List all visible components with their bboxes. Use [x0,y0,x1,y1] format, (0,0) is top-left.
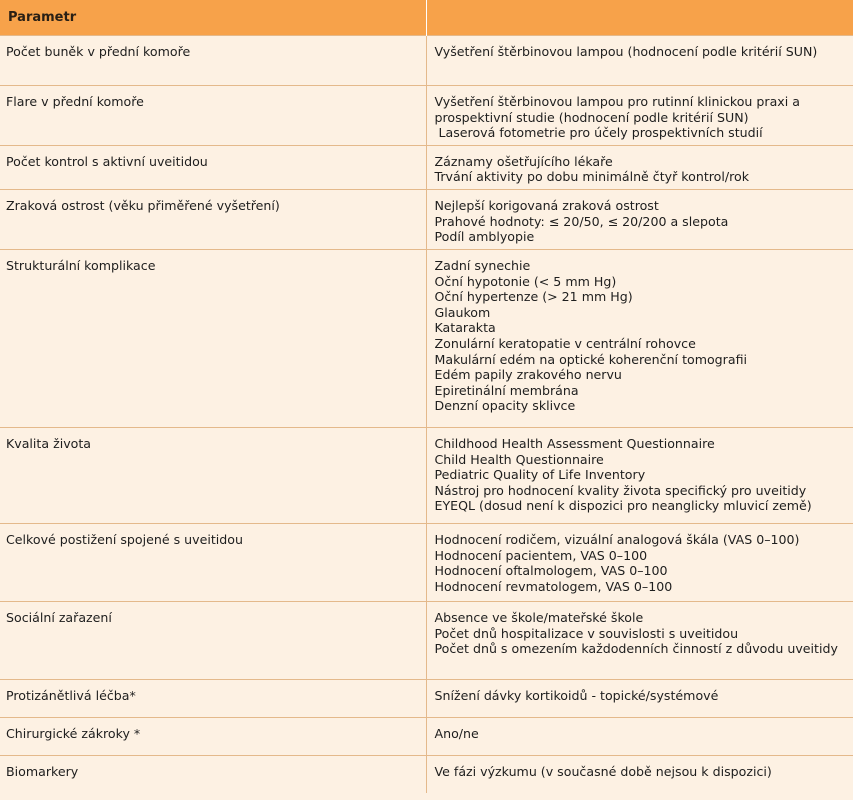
method-cell [426,36,853,86]
table-header-row [0,0,853,36]
table-row [0,755,853,793]
param-cell: Chirurgické zákroky * [0,717,426,755]
method-line: Denzní opacity sklivce [434,398,576,414]
method-line: Prahové hodnoty: ≤ 20/50, ≤ 20/200 a slepota [434,213,729,229]
method-line: Childhood Health Assessment Questionnaire [434,435,715,451]
method-cell [426,523,853,601]
method-line: Hodnocení pacientem, VAS 0–100 [434,547,648,563]
method-line: Hodnocení oftalmologem, VAS 0–100 [434,563,668,579]
method-line: Hodnocení rodičem, vizuální analogová škála (VAS 0–100) [434,531,800,547]
param-cell: Flare v přední komoře [0,86,426,146]
method-cell [426,145,853,189]
param-cell: Celkové postižení spojené s uveitidou [0,523,426,601]
method-cell [426,601,853,679]
method-line: Edém papily zrakového nervu [434,367,622,383]
method-cell [426,427,853,523]
table-row [0,427,853,523]
method-line: Ano/ne [434,725,479,741]
method-line: Absence ve škole/mateřské škole [434,609,644,625]
method-line: Pediatric Quality of Life Inventory [434,467,646,483]
method-line: Laserová fotometrie pro účely prospektivních studií [434,125,763,141]
table-row [0,717,853,755]
method-line: Vyšetření štěrbinovou lampou (hodnocení podle kritérií SUN) [434,44,818,59]
method-line: Hodnocení revmatologem, VAS 0–100 [434,578,673,594]
header-parametr: Parametr [0,0,426,36]
method-cell [426,86,853,146]
table-row [0,679,853,717]
method-cell [426,679,853,717]
method-line: Podíl amblyopie [434,229,535,245]
method-line: Zonulární keratopatie v centrální rohovce [434,335,696,351]
table-body [0,36,853,794]
method-line: Child Health Questionnaire [434,451,604,467]
param-cell: Zraková ostrost (věku přiměřené vyšetření) [0,189,426,249]
method-line: Oční hypotonie (< 5 mm Hg) [434,273,617,289]
table-row [0,249,853,427]
method-line: Trvání aktivity po dobu minimálně čtyř kontrol/rok [434,169,750,185]
table-row [0,145,853,189]
method-line: Makulární edém na optické koherenční tomografii [434,351,747,367]
method-line: Nástroj pro hodnocení kvality života specifický pro uveitidy [434,482,807,498]
method-line: Počet dnů s omezením každodenních činností z důvodu uveitidy [434,641,838,657]
param-cell: Biomarkery [0,755,426,793]
table-row [0,601,853,679]
method-cell [426,249,853,427]
method-line: Nejlepší korigovaná zraková ostrost [434,197,659,213]
param-cell: Počet buněk v přední komoře [0,36,426,86]
method-cell [426,755,853,793]
table-row [0,36,853,86]
method-line: Oční hypertenze (> 21 mm Hg) [434,289,633,305]
table-row [0,86,853,146]
method-line: Epiretinální membrána [434,382,579,398]
method-line: EYEQL (dosud není k dispozici pro neanglicky mluvicí země) [434,498,812,514]
method-cell [426,189,853,249]
table-row [0,189,853,249]
param-cell: Počet kontrol s aktivní uveitidou [0,145,426,189]
method-line: Vyšetření štěrbinovou lampou pro rutinní klinickou praxi a prospektivní studie (hodnocení podle kritérií SUN) [434,94,800,125]
method-cell [426,717,853,755]
method-line: Záznamy ošetřujícího lékaře [434,153,613,169]
param-cell: Protizánětlivá léčba* [0,679,426,717]
param-cell: Kvalita života [0,427,426,523]
method-line: Katarakta [434,320,496,336]
method-line: Snížení dávky kortikoidů - topické/systémové [434,687,719,703]
method-line: Ve fázi výzkumu (v současné době nejsou k dispozici) [434,763,772,779]
param-cell: Strukturální komplikace [0,249,426,427]
method-line: Počet dnů hospitalizace v souvislosti s uveitidou [434,625,739,641]
method-line: Glaukom [434,304,491,320]
param-cell: Sociální zařazení [0,601,426,679]
table-row [0,523,853,601]
header-method [426,0,853,36]
method-line: Zadní synechie [434,257,531,273]
